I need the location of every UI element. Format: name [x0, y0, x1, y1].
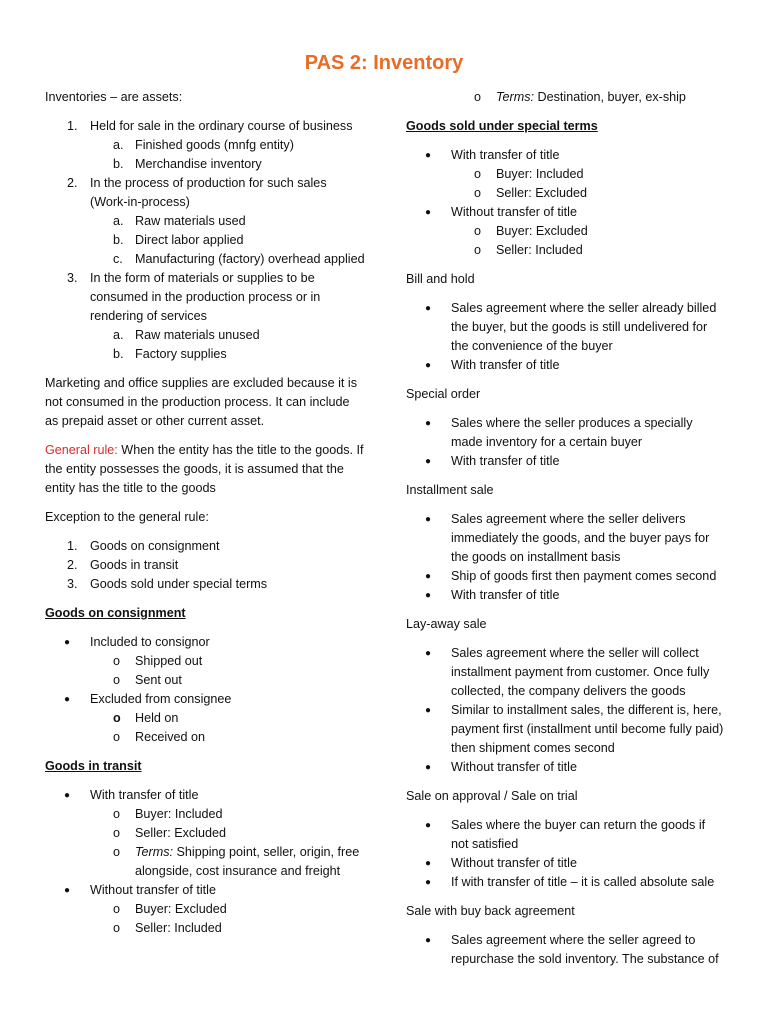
transit-heading: Goods in transit: [45, 759, 142, 773]
circle-bullet-icon: o: [113, 673, 121, 687]
sub-bullet-item: o Terms: Destination, buyer, ex-ship: [406, 88, 726, 107]
general-rule-label: General rule:: [45, 443, 118, 457]
circle-bullet-icon: o: [474, 167, 482, 181]
section-heading: Sale on approval / Sale on trial: [406, 789, 578, 803]
circle-bullet-icon: o: [113, 902, 121, 916]
bullet-icon: ●: [425, 935, 432, 946]
bullet-item: ● Excluded from consignee: [45, 690, 365, 709]
bullet-item: ● With transfer of title: [406, 452, 726, 471]
bullet-item: ● Sales agreement where the seller delivers immediately the goods, and the buyer pays for the goods on installment basis: [425, 512, 710, 564]
consignment-heading: Goods on consignment: [45, 606, 186, 620]
circle-bullet-icon: o: [474, 243, 482, 257]
bullet-icon: ●: [425, 150, 432, 161]
marketing-paragraph: Marketing and office supplies are excluded because it is not consumed in the production process. It can include as prepaid asset or other current asset.: [45, 376, 357, 428]
section-heading: Sale with buy back agreement: [406, 904, 575, 918]
left-column: [45, 88, 365, 938]
sub-bullet-item: o Seller: Excluded: [45, 824, 365, 843]
bullet-icon: ●: [425, 514, 432, 525]
right-column: [406, 88, 726, 969]
bullet-item: ● Sales agreement where the seller will collect installment payment from customer. Once fully collected, the company delivers the goods: [425, 646, 710, 698]
section-heading: Installment sale: [406, 483, 494, 497]
bullet-item: ● Without transfer of title: [406, 854, 726, 873]
sub-list-item: a. Raw materials used: [113, 214, 246, 228]
bullet-item: ● Without transfer of title: [406, 758, 726, 777]
sub-bullet-item: o Seller: Included: [45, 919, 365, 938]
list-item: 1. Held for sale in the ordinary course of business: [67, 119, 353, 133]
list-item: 3. Goods sold under special terms: [67, 577, 268, 591]
sub-list-item: a. Finished goods (mnfg entity): [113, 138, 294, 152]
list-item: 3. In the form of materials or supplies to be consumed in the production process or in rendering of services: [67, 271, 321, 323]
page-title: PAS 2: Inventory: [304, 52, 464, 74]
circle-bullet-icon: o: [113, 730, 121, 744]
circle-bullet-icon: o: [474, 224, 482, 238]
list-item: 2. In the process of production for such sales (Work-in-process): [67, 176, 327, 209]
bullet-item: ● With transfer of title: [406, 146, 726, 165]
bullet-item: ● Without transfer of title: [406, 203, 726, 222]
circle-bullet-icon: o: [474, 186, 482, 200]
bullet-icon: ●: [64, 694, 71, 705]
sub-bullet-item: o Seller: Excluded: [406, 184, 726, 203]
bullet-icon: ●: [64, 790, 71, 801]
section-heading: Bill and hold: [406, 272, 475, 286]
bullet-item: ● Without transfer of title: [45, 881, 365, 900]
sub-list-item: b. Merchandise inventory: [113, 157, 262, 171]
circle-bullet-icon: o: [113, 921, 121, 935]
circle-bullet-icon: o: [113, 654, 121, 668]
bullet-icon: ●: [425, 648, 432, 659]
sub-bullet-item: o Buyer: Excluded: [45, 900, 365, 919]
bullet-icon: ●: [425, 456, 432, 467]
sub-bullet-item: o Held on: [45, 709, 365, 728]
bullet-item: ● Similar to installment sales, the different is, here, payment first (installment until become fully paid) then shipment comes second: [425, 703, 724, 755]
bullet-icon: ●: [425, 303, 432, 314]
bullet-icon: ●: [425, 705, 432, 716]
bullet-icon: ●: [425, 877, 432, 888]
bullet-icon: ●: [425, 207, 432, 218]
sub-list-item: c. Manufacturing (factory) overhead applied: [113, 252, 365, 266]
sub-list-item: b. Direct labor applied: [113, 233, 244, 247]
bullet-icon: ●: [64, 637, 71, 648]
list-item: 1. Goods on consignment: [67, 539, 220, 553]
bullet-item: ● Sales agreement where the seller agreed to repurchase the sold inventory. The substance of: [425, 933, 719, 966]
bullet-icon: ●: [425, 858, 432, 869]
bullet-item: ● Included to consignor: [45, 633, 365, 652]
circle-bullet-icon: o: [113, 711, 121, 725]
sub-bullet-item: o Received on: [45, 728, 365, 747]
sub-bullet-item: o Shipped out: [45, 652, 365, 671]
general-rule-paragraph: General rule: When the entity has the title to the goods. If the entity possesses the goods, it is assumed that the entity has the title to the goods: [45, 443, 364, 495]
bullet-icon: ●: [425, 762, 432, 773]
bullet-item: ● With transfer of title: [406, 586, 726, 605]
exception-heading: Exception to the general rule:: [45, 510, 209, 524]
circle-bullet-icon: o: [113, 807, 121, 821]
sub-bullet-item: o Buyer: Included: [406, 165, 726, 184]
bullet-icon: ●: [64, 885, 71, 896]
sub-bullet-item: o Buyer: Included: [45, 805, 365, 824]
bullet-item: ● Sales agreement where the seller already billed the buyer, but the goods is still undelivered for the convenience of the buyer: [425, 301, 717, 353]
bullet-icon: ●: [425, 418, 432, 429]
bullet-item: ● With transfer of title: [45, 786, 365, 805]
sub-bullet-item: o Buyer: Excluded: [406, 222, 726, 241]
intro-text: Inventories – are assets:: [45, 90, 183, 104]
bullet-icon: ●: [425, 571, 432, 582]
bullet-item: ● Sales where the seller produces a specially made inventory for a certain buyer: [425, 416, 693, 449]
bullet-icon: ●: [425, 590, 432, 601]
bullet-icon: ●: [425, 360, 432, 371]
sub-bullet-item: o Terms: Shipping point, seller, origin, free alongside, cost insurance and freight: [113, 845, 360, 878]
bullet-item: ● If with transfer of title – it is called absolute sale: [406, 873, 726, 892]
section-heading: Lay-away sale: [406, 617, 487, 631]
bullet-item: ● Sales where the buyer can return the goods if not satisfied: [425, 818, 706, 851]
circle-bullet-icon: o: [474, 90, 482, 104]
special-terms-heading: Goods sold under special terms: [406, 119, 598, 133]
section-heading: Special order: [406, 387, 481, 401]
bullet-icon: ●: [425, 820, 432, 831]
sub-bullet-item: o Seller: Included: [406, 241, 726, 260]
bullet-item: ● With transfer of title: [406, 356, 726, 375]
bullet-item: ● Ship of goods first then payment comes second: [406, 567, 726, 586]
list-item: 2. Goods in transit: [67, 558, 179, 572]
sub-list-item: b. Factory supplies: [113, 347, 227, 361]
sub-list-item: a. Raw materials unused: [113, 328, 260, 342]
sub-bullet-item: o Sent out: [45, 671, 365, 690]
circle-bullet-icon: o: [113, 826, 121, 840]
circle-bullet-icon: o: [113, 845, 121, 859]
